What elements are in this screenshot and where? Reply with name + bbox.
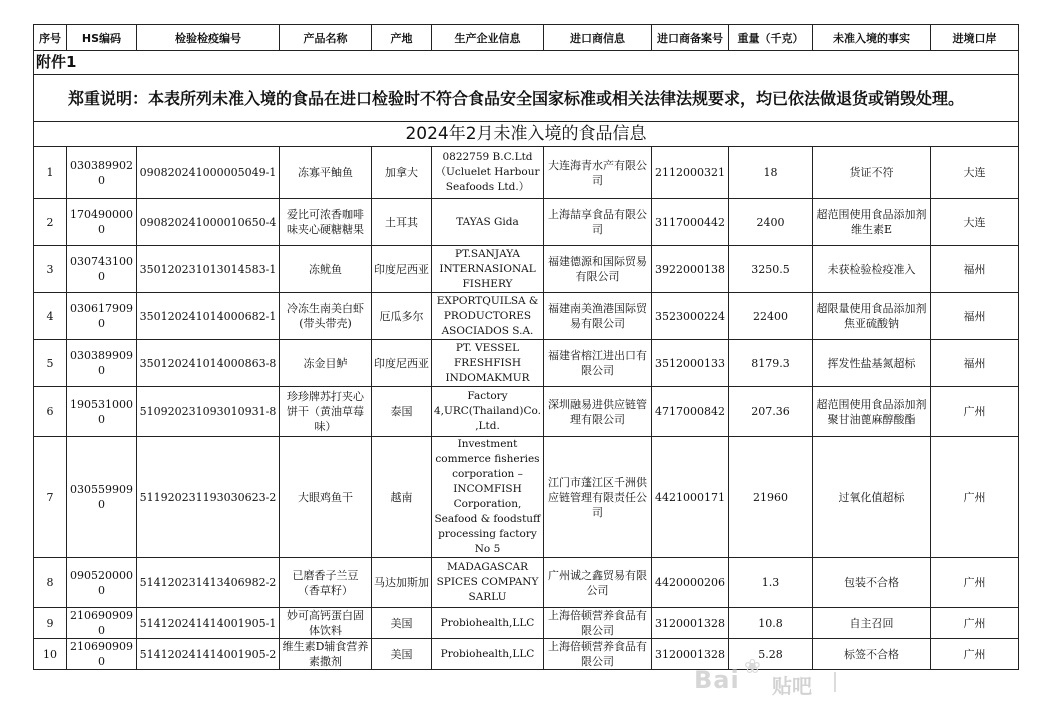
cell-origin: 美国 xyxy=(372,608,432,639)
cell-origin: 印度尼西亚 xyxy=(372,340,432,387)
baidu-paw-icon: ❀ xyxy=(744,654,761,678)
table-row xyxy=(34,340,1019,387)
cell-origin: 越南 xyxy=(372,437,432,558)
cell-origin: 印度尼西亚 xyxy=(372,246,432,293)
cell-inspection-no: 350120241014000682-1 xyxy=(137,293,280,340)
table-row xyxy=(34,437,1019,558)
cell-importer-record-no: 3523000224 xyxy=(652,293,729,340)
cell-manufacturer: PT.SANJAYA INTERNASIONAL FISHERY xyxy=(432,246,544,293)
cell-importer: 深圳融易进供应链管理有限公司 xyxy=(544,387,652,437)
cell-product-name: 冻鱿鱼 xyxy=(280,246,372,293)
cell-product-name: 珍珍牌苏打夹心饼干（黄油草莓味） xyxy=(280,387,372,437)
cell-hs-code: 0303899090 xyxy=(67,340,137,387)
cell-weight: 21960 xyxy=(729,437,813,558)
cell-importer: 江门市蓬江区千洲供应链管理有限责任公司 xyxy=(544,437,652,558)
column-header-inspection-no: 检验检疫编号 xyxy=(137,25,280,51)
table-row xyxy=(34,608,1019,639)
cell-entry-port: 福州 xyxy=(931,340,1019,387)
cell-inspection-no: 511920231193030623-2 xyxy=(137,437,280,558)
watermark-divider xyxy=(834,672,836,692)
cell-hs-code: 0307431000 xyxy=(67,246,137,293)
column-header-origin: 产地 xyxy=(372,25,432,51)
cell-index: 10 xyxy=(34,639,67,670)
cell-index: 6 xyxy=(34,387,67,437)
cell-entry-port: 福州 xyxy=(931,293,1019,340)
column-header-entry-port: 进境口岸 xyxy=(931,25,1019,51)
cell-weight: 2400 xyxy=(729,199,813,246)
header-row xyxy=(34,25,1019,51)
cell-hs-code: 1905310000 xyxy=(67,387,137,437)
column-header-importer-record-no: 进口商备案号 xyxy=(652,25,729,51)
cell-weight: 207.36 xyxy=(729,387,813,437)
document xyxy=(33,24,1018,670)
table-row xyxy=(34,147,1019,199)
cell-rejection-reason: 挥发性盐基氮超标 xyxy=(813,340,931,387)
column-header-importer: 进口商信息 xyxy=(544,25,652,51)
cell-index: 9 xyxy=(34,608,67,639)
cell-importer-record-no: 3117000442 xyxy=(652,199,729,246)
cell-hs-code: 0303899020 xyxy=(67,147,137,199)
cell-importer: 广州诚之鑫贸易有限公司 xyxy=(544,558,652,608)
cell-rejection-reason: 货证不符 xyxy=(813,147,931,199)
cell-origin: 厄瓜多尔 xyxy=(372,293,432,340)
cell-manufacturer: Factory 4,URC(Thailand)Co.,Ltd. xyxy=(432,387,544,437)
cell-entry-port: 广州 xyxy=(931,437,1019,558)
cell-weight: 22400 xyxy=(729,293,813,340)
cell-entry-port: 广州 xyxy=(931,558,1019,608)
cell-hs-code: 0306179090 xyxy=(67,293,137,340)
cell-index: 4 xyxy=(34,293,67,340)
cell-product-name: 妙可高钙蛋白固体饮料 xyxy=(280,608,372,639)
cell-inspection-no: 514120241414001905-1 xyxy=(137,608,280,639)
cell-hs-code: 2106909090 xyxy=(67,608,137,639)
table-row xyxy=(34,246,1019,293)
cell-rejection-reason: 未获检验检疫准入 xyxy=(813,246,931,293)
cell-weight: 8179.3 xyxy=(729,340,813,387)
cell-hs-code: 0905200000 xyxy=(67,558,137,608)
cell-weight: 18 xyxy=(729,147,813,199)
cell-product-name: 大眼鸡鱼干 xyxy=(280,437,372,558)
cell-importer-record-no: 3512000133 xyxy=(652,340,729,387)
cell-manufacturer: TAYAS Gida xyxy=(432,199,544,246)
cell-inspection-no: 510920231093010931-8 xyxy=(137,387,280,437)
cell-product-name: 冻金目鲈 xyxy=(280,340,372,387)
cell-hs-code: 0305599090 xyxy=(67,437,137,558)
cell-origin: 马达加斯加 xyxy=(372,558,432,608)
cell-product-name: 已磨香子兰豆（香草籽） xyxy=(280,558,372,608)
cell-entry-port: 广州 xyxy=(931,608,1019,639)
cell-origin: 美国 xyxy=(372,639,432,670)
cell-index: 3 xyxy=(34,246,67,293)
cell-product-name: 冷冻生南美白虾(带头带壳) xyxy=(280,293,372,340)
cell-inspection-no: 514120241414001905-2 xyxy=(137,639,280,670)
cell-importer: 上海倍顿营养食品有限公司 xyxy=(544,639,652,670)
cell-rejection-reason: 超限量使用食品添加剂焦亚硫酸钠 xyxy=(813,293,931,340)
cell-manufacturer: Probiohealth,LLC xyxy=(432,639,544,670)
watermark-brand: Bai xyxy=(694,666,740,694)
column-header-weight: 重量（千克） xyxy=(729,25,813,51)
cell-rejection-reason: 标签不合格 xyxy=(813,639,931,670)
cell-weight: 5.28 xyxy=(729,639,813,670)
cell-importer-record-no: 4420000206 xyxy=(652,558,729,608)
cell-index: 5 xyxy=(34,340,67,387)
cell-entry-port: 福州 xyxy=(931,246,1019,293)
cell-importer: 上海倍顿营养食品有限公司 xyxy=(544,608,652,639)
cell-importer: 福建德源和国际贸易有限公司 xyxy=(544,246,652,293)
cell-importer-record-no: 3120001328 xyxy=(652,639,729,670)
column-header-hs-code: HS编码 xyxy=(67,25,137,51)
cell-index: 1 xyxy=(34,147,67,199)
cell-product-name: 爱比可浓香咖啡味夹心硬糖糖果 xyxy=(280,199,372,246)
cell-inspection-no: 350120231013014583-1 xyxy=(137,246,280,293)
cell-index: 7 xyxy=(34,437,67,558)
cell-manufacturer: PT. VESSEL FRESHFISH INDOMAKMUR xyxy=(432,340,544,387)
column-header-product-name: 产品名称 xyxy=(280,25,372,51)
cell-importer: 福建南美渔港国际贸易有限公司 xyxy=(544,293,652,340)
cell-hs-code: 1704900000 xyxy=(67,199,137,246)
cell-manufacturer: EXPORTQUILSA & PRODUCTORES ASOCIADOS S.A. xyxy=(432,293,544,340)
table-body xyxy=(34,147,1019,670)
cell-inspection-no: 090820241000005049-1 xyxy=(137,147,280,199)
cell-manufacturer: Probiohealth,LLC xyxy=(432,608,544,639)
cell-importer: 福建省榕江进出口有限公司 xyxy=(544,340,652,387)
cell-rejection-reason: 超范围使用食品添加剂维生素E xyxy=(813,199,931,246)
cell-importer: 上海喆享食品有限公司 xyxy=(544,199,652,246)
cell-importer-record-no: 4421000171 xyxy=(652,437,729,558)
table-row xyxy=(34,293,1019,340)
cell-index: 8 xyxy=(34,558,67,608)
cell-manufacturer: MADAGASCAR SPICES COMPANY SARLU xyxy=(432,558,544,608)
cell-rejection-reason: 包装不合格 xyxy=(813,558,931,608)
cell-entry-port: 广州 xyxy=(931,639,1019,670)
cell-importer: 大连海青水产有限公司 xyxy=(544,147,652,199)
table-row xyxy=(34,639,1019,670)
cell-rejection-reason: 自主召回 xyxy=(813,608,931,639)
cell-index: 2 xyxy=(34,199,67,246)
table-header xyxy=(34,25,1019,51)
table-row xyxy=(34,199,1019,246)
cell-inspection-no: 090820241000010650-4 xyxy=(137,199,280,246)
cell-entry-port: 大连 xyxy=(931,199,1019,246)
cell-importer-record-no: 3120001328 xyxy=(652,608,729,639)
declaration-text xyxy=(34,75,1019,122)
annex-label: 附件1 xyxy=(34,51,1019,75)
cell-origin: 土耳其 xyxy=(372,199,432,246)
cell-rejection-reason: 过氧化值超标 xyxy=(813,437,931,558)
cell-weight: 1.3 xyxy=(729,558,813,608)
food-rejection-table xyxy=(33,24,1019,670)
cell-inspection-no: 350120241014000863-8 xyxy=(137,340,280,387)
cell-origin: 泰国 xyxy=(372,387,432,437)
cell-entry-port: 大连 xyxy=(931,147,1019,199)
table-row xyxy=(34,558,1019,608)
column-header-manufacturer: 生产企业信息 xyxy=(432,25,544,51)
cell-rejection-reason: 超范围使用食品添加剂聚甘油蓖麻醇酸酯 xyxy=(813,387,931,437)
cell-hs-code: 2106909090 xyxy=(67,639,137,670)
cell-manufacturer: Investment commerce fisheries corporation – INCOMFISH Corporation, Seafood & foodstuff processing factory No 5 xyxy=(432,437,544,558)
cell-importer-record-no: 2112000321 xyxy=(652,147,729,199)
cell-weight: 3250.5 xyxy=(729,246,813,293)
declaration-body: 郑重说明：本表所列未准入境的食品在进口检验时不符合食品安全国家标准或相关法律法规要求，均已依法做退货或销毁处理。 xyxy=(68,88,965,108)
cell-weight: 10.8 xyxy=(729,608,813,639)
table-title: 2024年2月未准入境的食品信息 xyxy=(34,122,1019,147)
cell-origin: 加拿大 xyxy=(372,147,432,199)
table-row xyxy=(34,387,1019,437)
cell-importer-record-no: 3922000138 xyxy=(652,246,729,293)
cell-manufacturer: 0822759 B.C.Ltd （Ucluelet Harbour Seafoods Ltd.） xyxy=(432,147,544,199)
cell-inspection-no: 514120231413406982-2 xyxy=(137,558,280,608)
watermark-text: 贴吧 xyxy=(772,674,812,698)
column-header-index: 序号 xyxy=(34,25,67,51)
cell-entry-port: 广州 xyxy=(931,387,1019,437)
column-header-rejection-reason: 未准入境的事实 xyxy=(813,25,931,51)
cell-product-name: 冻寡平鲉鱼 xyxy=(280,147,372,199)
cell-product-name: 维生素D辅食营养素撒剂 xyxy=(280,639,372,670)
cell-importer-record-no: 4717000842 xyxy=(652,387,729,437)
